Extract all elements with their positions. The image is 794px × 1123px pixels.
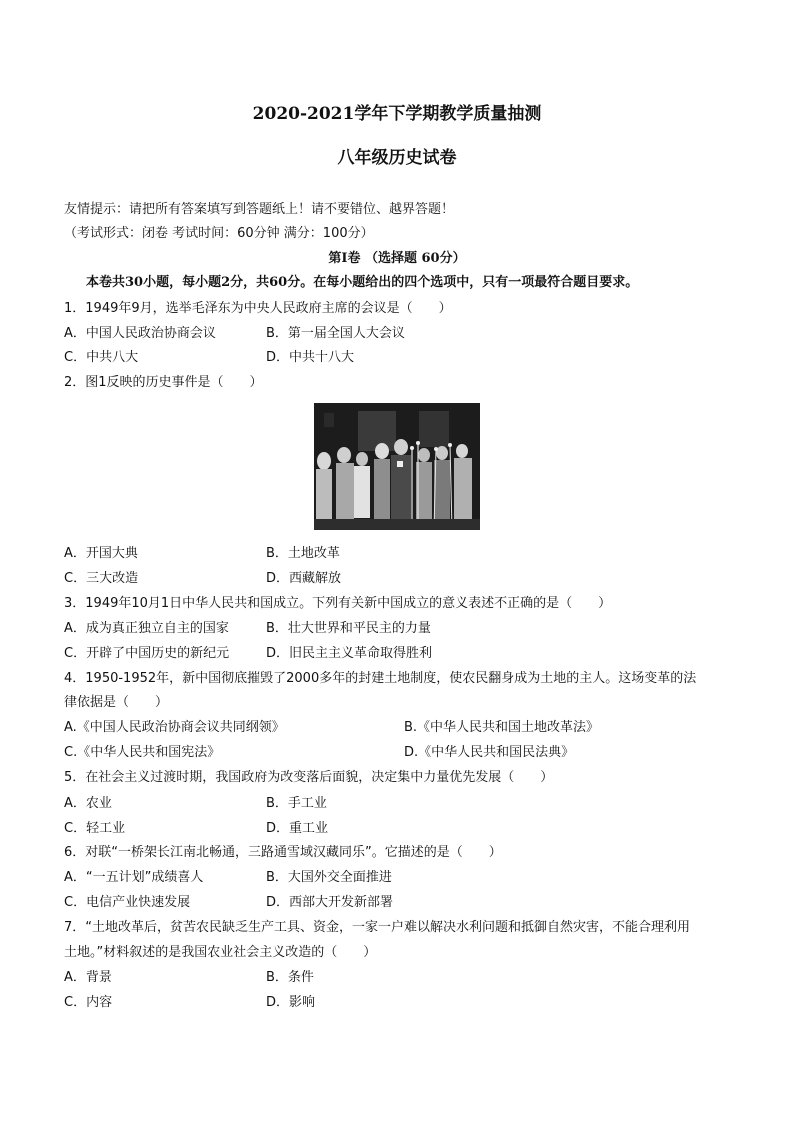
question-6-option-a: A．“一五计划”成绩喜人 (64, 870, 204, 885)
question-2-option-a: A．开国大典 (64, 546, 138, 561)
question-7-option-b: B．条件 (266, 970, 314, 985)
question-7-option-d: D．影响 (266, 995, 316, 1010)
ceremony-photo-illustration (314, 403, 480, 530)
question-6-option-b: B．大国外交全面推进 (266, 870, 392, 885)
question-4-option-c: C.《中华人民共和国宪法》 (64, 745, 221, 760)
question-1-option-b: B．第一届全国人大会议 (266, 326, 405, 341)
question-6-stem: 6．对联“一桥架长江南北畅通，三路通雪域汉藏同乐”。它描述的是（ ） (64, 845, 502, 860)
question-2-stem: 2．图1反映的历史事件是（ ） (64, 375, 263, 390)
question-7-option-a: A．背景 (64, 970, 112, 985)
question-4-stem-line-1: 4．1950-1952年，新中国彻底摧毁了2000多年的封建土地制度，使农民翻身成为土地的主人。这场变革的法 (64, 671, 697, 686)
question-1-stem: 1．1949年9月，选举毛泽东为中央人民政府主席的会议是（ ） (64, 301, 452, 316)
question-7-option-c: C．内容 (64, 995, 113, 1010)
tip-text: 友情提示：请把所有答案填写到答题纸上！请不要错位、越界答题！ (64, 202, 455, 217)
question-5-stem: 5．在社会主义过渡时期，我国政府为改变落后面貌，决定集中力量优先发展（ ） (64, 770, 554, 785)
question-7-stem-line-2: 土地。”材料叙述的是我国农业社会主义改造的（ ） (64, 945, 377, 960)
section-instruction: 本卷共30小题，每小题2分，共60分。在每小题给出的四个选项中，只有一项最符合题目要求。 (86, 275, 639, 290)
question-5-option-c: C．轻工业 (64, 821, 126, 836)
question-2-option-d: D．西藏解放 (266, 571, 342, 586)
question-1-option-d: D．中共十八大 (266, 350, 355, 365)
question-6-option-c: C．电信产业快速发展 (64, 895, 191, 910)
historical-photo (314, 403, 480, 530)
question-2-option-c: C．三大改造 (64, 571, 139, 586)
question-7-stem-line-1: 7．“土地改革后，贫苦农民缺乏生产工具、资金，一家一户难以解决水利问题和抵御自然灾害，不能合理利用 (64, 920, 691, 935)
section-title: 第Ⅰ卷 （选择题 60分） (328, 251, 466, 266)
question-3-option-a: A．成为真正独立自主的国家 (64, 621, 229, 636)
question-6-option-d: D．西部大开发新部署 (266, 895, 394, 910)
question-2-option-b: B．土地改革 (266, 546, 340, 561)
question-3-option-c: C．开辟了中国历史的新纪元 (64, 646, 230, 661)
question-3-stem: 3．1949年10月1日中华人民共和国成立。下列有关新中国成立的意义表述不正确的是（ ） (64, 596, 612, 611)
question-4-option-a: A.《中国人民政治协商会议共同纲领》 (64, 720, 285, 735)
question-5-option-a: A．农业 (64, 796, 112, 811)
question-5-option-d: D．重工业 (266, 821, 329, 836)
question-1-option-c: C．中共八大 (64, 350, 139, 365)
question-4-option-d: D.《中华人民共和国民法典》 (404, 745, 575, 760)
question-3-option-d: D．旧民主主义革命取得胜利 (266, 646, 433, 661)
question-1-option-a: A．中国人民政治协商会议 (64, 326, 216, 341)
exam-info: （考试形式：闭卷 考试时间：60分钟 满分：100分） (64, 226, 374, 241)
question-3-option-b: B．壮大世界和平民主的力量 (266, 621, 431, 636)
question-5-option-b: B．手工业 (266, 796, 327, 811)
question-4-stem-line-2: 律依据是（ ） (64, 695, 169, 710)
exam-title: 2020-2021学年下学期教学质量抽测 (252, 104, 542, 124)
exam-subtitle: 八年级历史试卷 (337, 148, 457, 168)
question-4-option-b: B.《中华人民共和国土地改革法》 (404, 720, 600, 735)
